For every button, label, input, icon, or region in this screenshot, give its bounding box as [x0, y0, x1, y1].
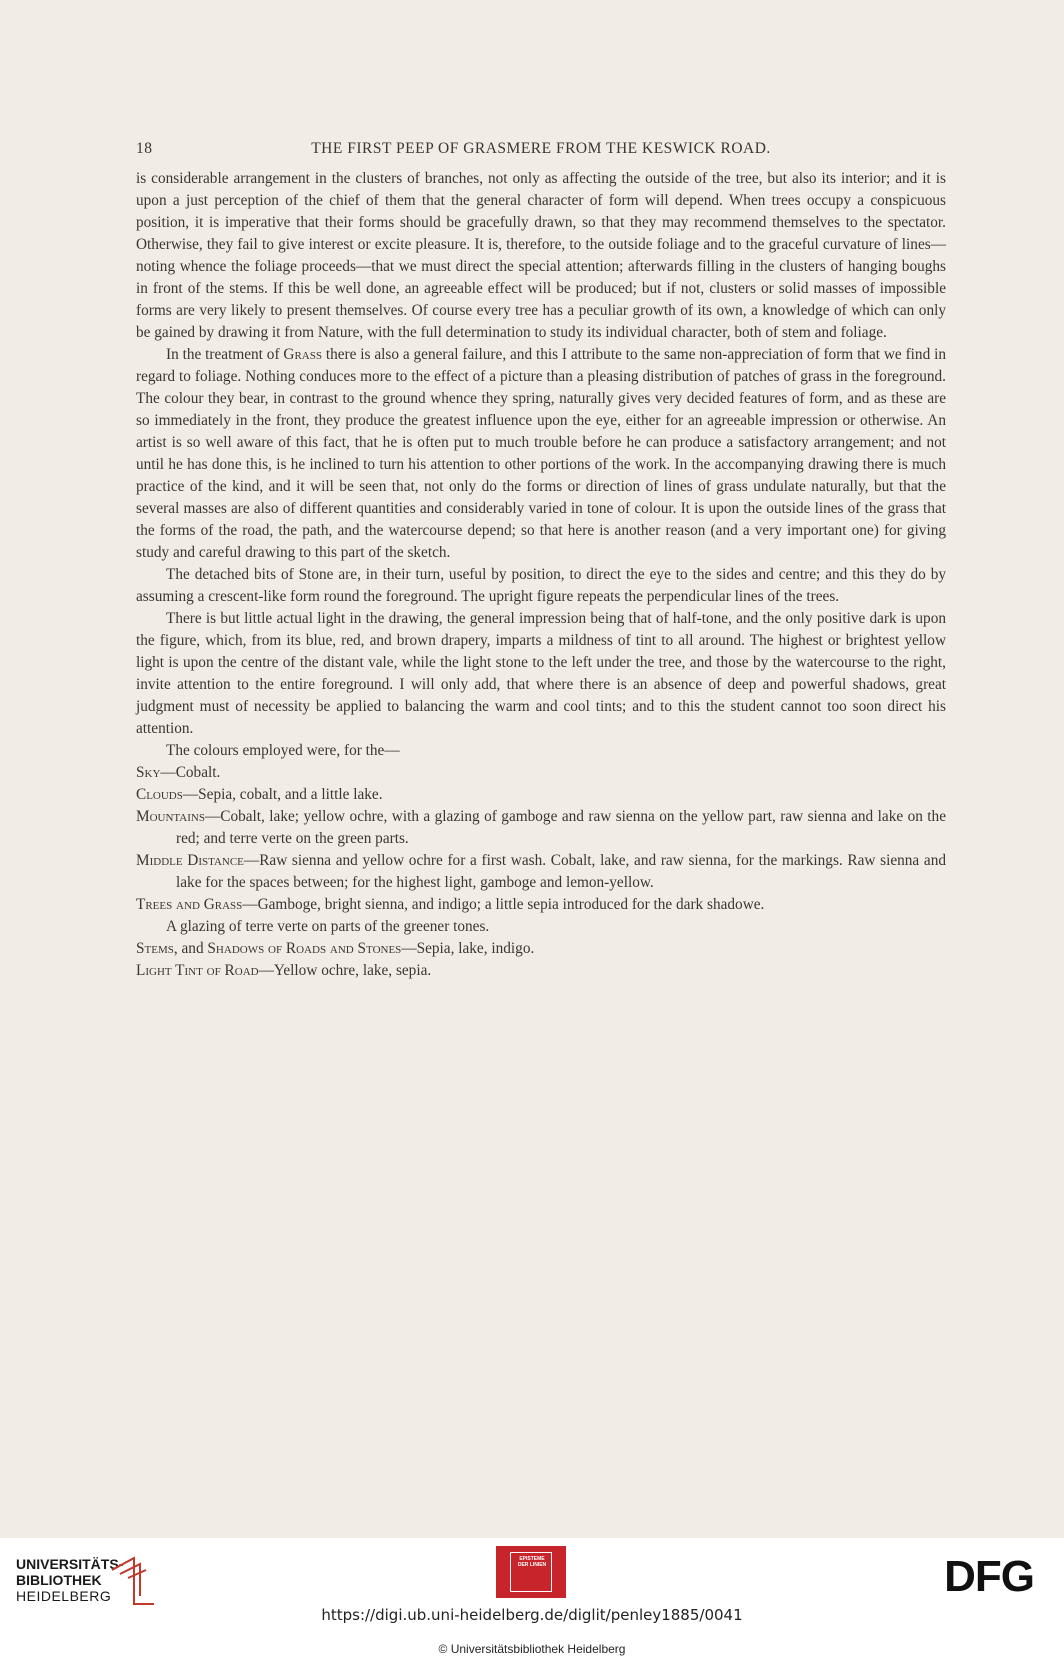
- badge-frame: [510, 1552, 552, 1592]
- colour-entry-light-tint: [136, 960, 946, 982]
- colour-text: —Cobalt.: [160, 764, 221, 781]
- colour-entry-mountains: [136, 806, 946, 850]
- colour-connector: , and: [173, 940, 208, 957]
- colour-text: —Sepia, lake, indigo.: [401, 940, 535, 957]
- paragraph-2-start: In the treatment of: [166, 346, 284, 363]
- library-name-line1: UNIVERSITÄTS-: [16, 1556, 124, 1572]
- colour-entry-clouds: [136, 784, 946, 806]
- paragraph-3: The detached bits of Stone are, in their turn, useful by position, to direct the eye to the sides and centre; and this they do by assuming a crescent-like form round the foreground. The upright figure repeats the perpendicular lines of the trees.: [136, 566, 946, 605]
- viewer-footer: [0, 1538, 1064, 1668]
- colour-label: Sky: [136, 764, 161, 781]
- colour-label: Middle Distance: [136, 852, 244, 869]
- colour-label: Clouds: [136, 786, 183, 803]
- paragraph-2-rest: there is also a general failure, and this I attribute to the same non-appreciation of form that we find in regard to foliage. Nothing conduces more to the effect of a picture than a pleasing distribution of patches of grass in the foreground. The colour they bear, in contrast to the ground whence they spring, naturally gives very decided features of form, and as these are so immediately in the front, they produce the greatest influence upon the eye, either for an agreeable impression or otherwise. An artist is so well aware of this fact, that he is often put to much trouble before he can produce a satisfactory arrangement; and not until he has done this, is he inclined to turn his attention to other portions of the work. In the accompanying drawing there is much practice of the kind, and it will be seen that, not only do the forms or direction of lines of grass undulate naturally, but that the several masses are also of different quantities and considerably varied in tone of colour. It is upon the outside lines of the grass that the forms of the road, the path, and the watercourse depend; so that here is another reason (and a very important one) for giving study and careful drawing to this part of the sketch.: [136, 346, 946, 561]
- grass-term: Grass: [283, 346, 322, 363]
- page-header: [136, 138, 946, 160]
- colour-text: —Raw sienna and yellow ochre for a first wash. Cobalt, lake, and raw sienna, for the markings. Raw sienna and lake for the spaces between; for the highest light, gamboge and lemon-yellow.: [176, 852, 946, 891]
- colour-entry-stems: [136, 938, 946, 960]
- permalink[interactable]: https://digi.ub.uni-heidelberg.de/diglit/penley1885/0041: [321, 1606, 743, 1624]
- colour-text: —Sepia, cobalt, and a little lake.: [182, 786, 383, 803]
- page-number: 18: [136, 140, 153, 157]
- colour-text: —Gamboge, bright sienna, and indigo; a little sepia introduced for the dark shadowe.: [242, 896, 765, 913]
- colour-label: Trees and Grass: [136, 896, 243, 913]
- colour-label: Light Tint of Road: [136, 962, 259, 979]
- badge-text: EPISTEME DER LINIEN: [517, 1556, 547, 1568]
- colour-text: —Cobalt, lake; yellow ochre, with a glazing of gamboge and raw sienna on the yellow part, raw sienna and lake on the red; and terre verte on the green parts.: [176, 808, 946, 847]
- library-mark-icon: [108, 1556, 160, 1606]
- library-name-line3: HEIDELBERG: [16, 1588, 112, 1604]
- running-head: THE FIRST PEEP OF GRASMERE FROM THE KESWICK ROAD.: [311, 140, 771, 157]
- project-badge[interactable]: [496, 1546, 566, 1598]
- colour-entry-middle-distance: [136, 850, 946, 894]
- paragraph-1: is considerable arrangement in the clusters of branches, not only as affecting the outside of the tree, but also its interior; and it is upon a just perception of the chief of them that the general character of form will depend. When trees occupy a conspicuous position, it is imperative that their forms should be gracefully drawn, so that they may recommend themselves to the spectator. Otherwise, they fail to give interest or excite pleasure. It is, therefore, to the outside foliage and to the graceful curvature of lines—noting whence the foliage proceeds—that we must direct the special attention; afterwards filling in the clusters of hanging boughs in front of the stems. If this be well done, an agreeable effect will be produced; but if not, clusters or solid masses of impossible forms are very likely to present themselves. Of course every tree has a peculiar growth of its own, a knowledge of which can only be gained by drawing it from Nature, with the full determination to study its individual character, both of stem and foliage.: [136, 170, 946, 341]
- colour-label: Shadows of Roads and Stones: [207, 940, 402, 957]
- library-name-line2: BIBLIOTHEK: [16, 1572, 102, 1588]
- paragraph-4: There is but little actual light in the drawing, the general impression being that of half-tone, and the only positive dark is upon the figure, which, from its blue, red, and brown drapery, imparts a mildness of tint to all around. The highest or brightest yellow light is upon the centre of the distant vale, while the light stone to the left under the tree, and those by the watercourse to the right, invite attention to the entire foreground. I will only add, that where there is an absence of deep and powerful shadows, great judgment must of necessity be applied to balancing the warm and cool tints; and to this the student cannot too soon direct his attention.: [136, 610, 946, 737]
- page-content: [136, 138, 946, 982]
- colour-label: Stems: [136, 940, 174, 957]
- colour-text: —Yellow ochre, lake, sepia.: [258, 962, 432, 979]
- dfg-logo[interactable]: DFG: [944, 1552, 1034, 1601]
- colour-label: Mountains: [136, 808, 205, 825]
- university-library-logo[interactable]: [16, 1556, 123, 1604]
- colour-entry-trees-grass: [136, 894, 946, 916]
- copyright-notice: © Universitätsbibliothek Heidelberg: [438, 1642, 626, 1656]
- paragraph-2: [136, 344, 946, 564]
- colour-entry-sky: [136, 762, 946, 784]
- paragraph-5: The colours employed were, for the—: [166, 742, 400, 759]
- glazing-note: A glazing of terre verte on parts of the greener tones.: [166, 918, 490, 935]
